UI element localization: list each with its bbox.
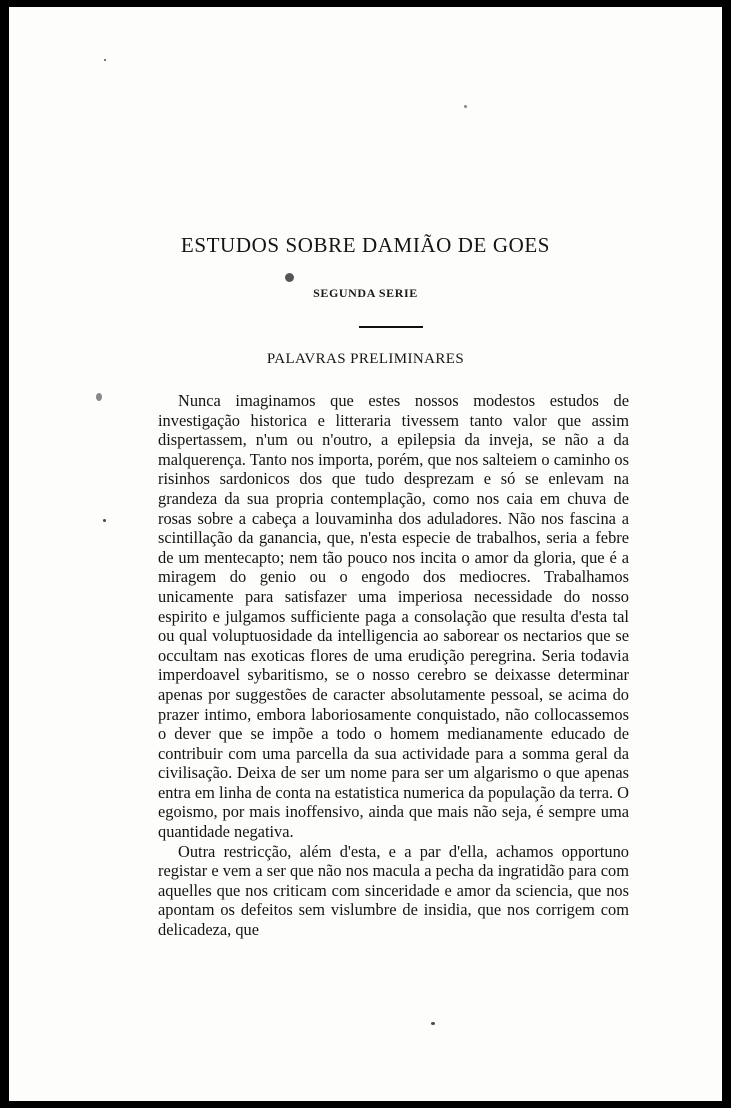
body-text [158, 391, 629, 940]
document-page [9, 7, 722, 1101]
scan-speck [103, 519, 106, 522]
section-heading: PALAVRAS PRELIMINARES [266, 351, 465, 367]
scan-speck [464, 105, 467, 108]
paragraph: Nunca imaginamos que estes nossos modestos estudos de investigação historica e litteraria tivessem tanto valor que assim dispertassem, n'um ou n'outro, a epilepsia da inveja, se não a da malquerença. Tanto nos importa, porém, que nos salteiem o caminho os risinhos sardonicos dos que tudo desprezam e só se enlevam na grandeza da sua propria contemplação, como nos caia em chuva de rosas sobre a cabeça a louvaminha dos aduladores. Não nos fascina a scintillação da ganancia, que, n'esta especie de trabalhos, seria a febre de um mentecapto; nem tão pouco nos incita o amor da gloria, que é a miragem do genio ou o engodo dos mediocres. Trabalhamos unicamente para satisfazer uma imperiosa necessidade do nosso espirito e julgamos sufficiente paga a consolação que resulta d'esta tal ou qual voluptuosidade da intelligencia ao saborear os nectarios que se occultam nas exoticas flores de uma erudição peregrina. Seria todavia imperdoavel sybaritismo, se o nosso cerebro se deixasse determinar apenas por suggestões de caracter absolutamente pessoal, se acima do prazer intimo, embora laboriosamente conquistado, não collocassemos o dever que se impõe a todo o homem medianamente educado de contribuir com uma parcella da sua actividade para a somma geral da civilisação. Deixa de ser um nome para ser um algarismo o que apenas entra em linha de conta na estatistica numerica da população da terra. O egoismo, por mais inoffensivo, ainda que mais não seja, é sempre uma quantidade negativa. [158, 391, 630, 842]
scan-speck [431, 1022, 435, 1025]
title-divider [359, 326, 423, 328]
scan-speck [285, 273, 294, 282]
paragraph: Outra restricção, além d'esta, e a par d'ella, achamos opportuno registar e vem a ser que não nos macula a pecha da ingratidão para com aquelles que nos criticam com sinceridade e amor da sciencia, que nos apontam os defeitos sem vislumbre de insidia, que nos corrigem com delicadeza, que [158, 841, 629, 940]
series-subtitle: SEGUNDA SERIE [313, 286, 418, 300]
page-title: ESTUDOS SOBRE DAMIÃO DE GOES [180, 233, 551, 257]
scan-speck [104, 59, 106, 61]
scan-speck [96, 393, 102, 401]
